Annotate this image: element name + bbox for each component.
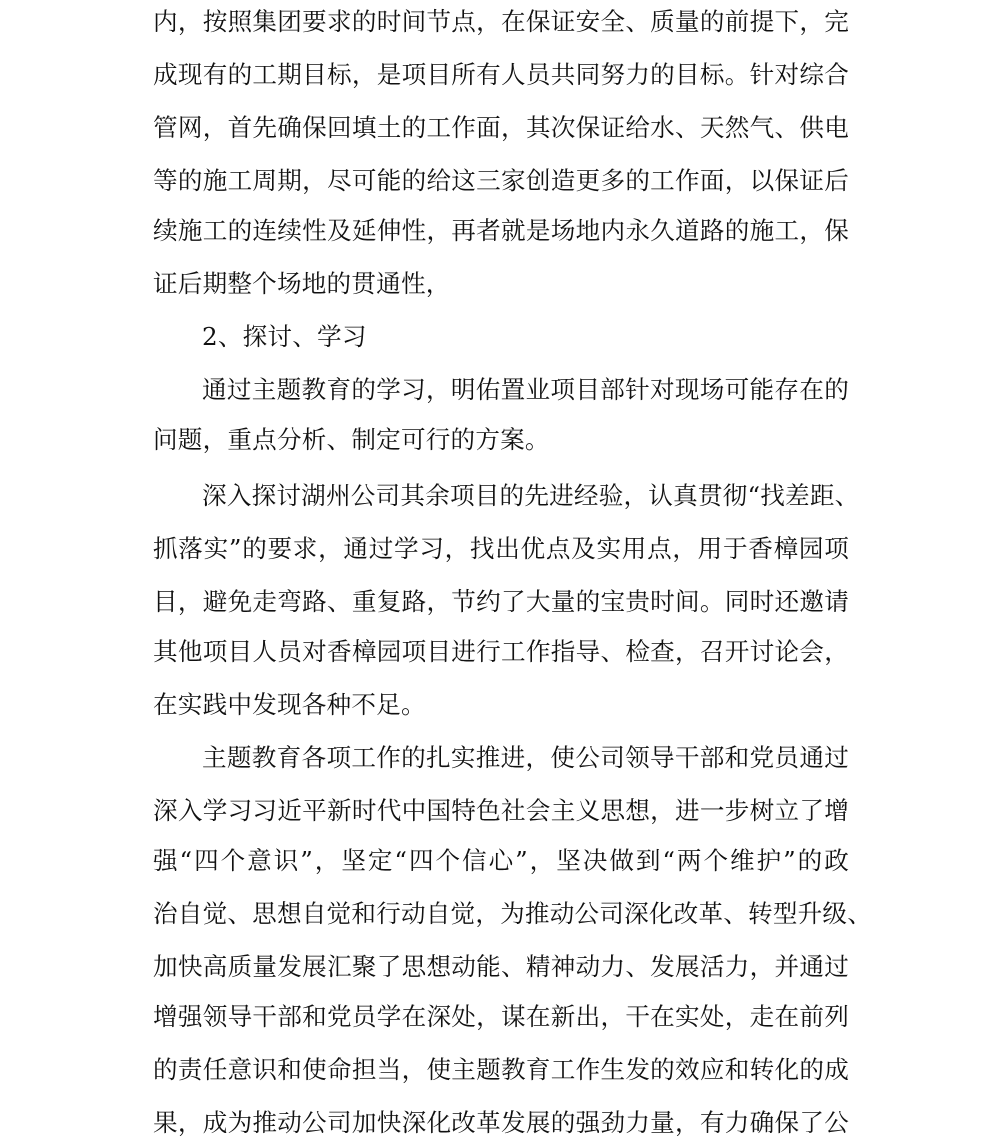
section-heading: 2、探讨、学习 (202, 322, 367, 351)
text-line: 在实践中发现各种不足。 (153, 690, 426, 719)
text-line: 加快高质量发展汇聚了思想动能、精神动力、发展活力，并通过 (153, 952, 849, 981)
text-line: 成现有的工期目标，是项目所有人员共同努力的目标。针对综合 (153, 60, 849, 89)
text-line: 其他项目人员对香樟园项目进行工作指导、检查，召开讨论会， (153, 637, 849, 666)
text-line: 续施工的连续性及延伸性，再者就是场地内永久道路的施工，保 (153, 216, 849, 245)
text-line: 问题，重点分析、制定可行的方案。 (153, 425, 550, 454)
text-line: 内，按照集团要求的时间节点，在保证安全、质量的前提下，完 (153, 7, 849, 36)
text-line: 目，避免走弯路、重复路，节约了大量的宝贵时间。同时还邀请 (153, 587, 849, 616)
text-line: 管网，首先确保回填土的工作面，其次保证给水、天然气、供电 (153, 113, 849, 142)
text-line: 证后期整个场地的贯通性， (153, 269, 451, 298)
paragraph-first-line: 通过主题教育的学习，明佑置业项目部针对现场可能存在的 (202, 375, 849, 404)
text-line: 治自觉、思想自觉和行动自觉，为推动公司深化改革、转型升级、 (153, 899, 873, 928)
text-line: 增强领导干部和党员学在深处，谋在新出，干在实处，走在前列 (153, 1002, 849, 1031)
text-line: 深入学习习近平新时代中国特色社会主义思想，进一步树立了增 (153, 796, 849, 825)
text-line: 等的施工周期，尽可能的给这三家创造更多的工作面，以保证后 (153, 166, 849, 195)
paragraph-first-line: 深入探讨湖州公司其余项目的先进经验，认真贯彻“找差距、 (202, 481, 860, 510)
paragraph-first-line: 主题教育各项工作的扎实推进，使公司领导干部和党员通过 (202, 743, 849, 772)
text-line: 果，成为推动公司加快深化改革发展的强劲力量，有力确保了公 (153, 1108, 849, 1137)
text-line: 的责任意识和使命担当，使主题教育工作生发的效应和转化的成 (153, 1055, 849, 1084)
text-line: 抓落实”的要求，通过学习，找出优点及实用点，用于香樟园项 (153, 534, 849, 563)
text-line: 强“四个意识”，坚定“四个信心”，坚决做到“两个维护”的政 (153, 846, 849, 875)
